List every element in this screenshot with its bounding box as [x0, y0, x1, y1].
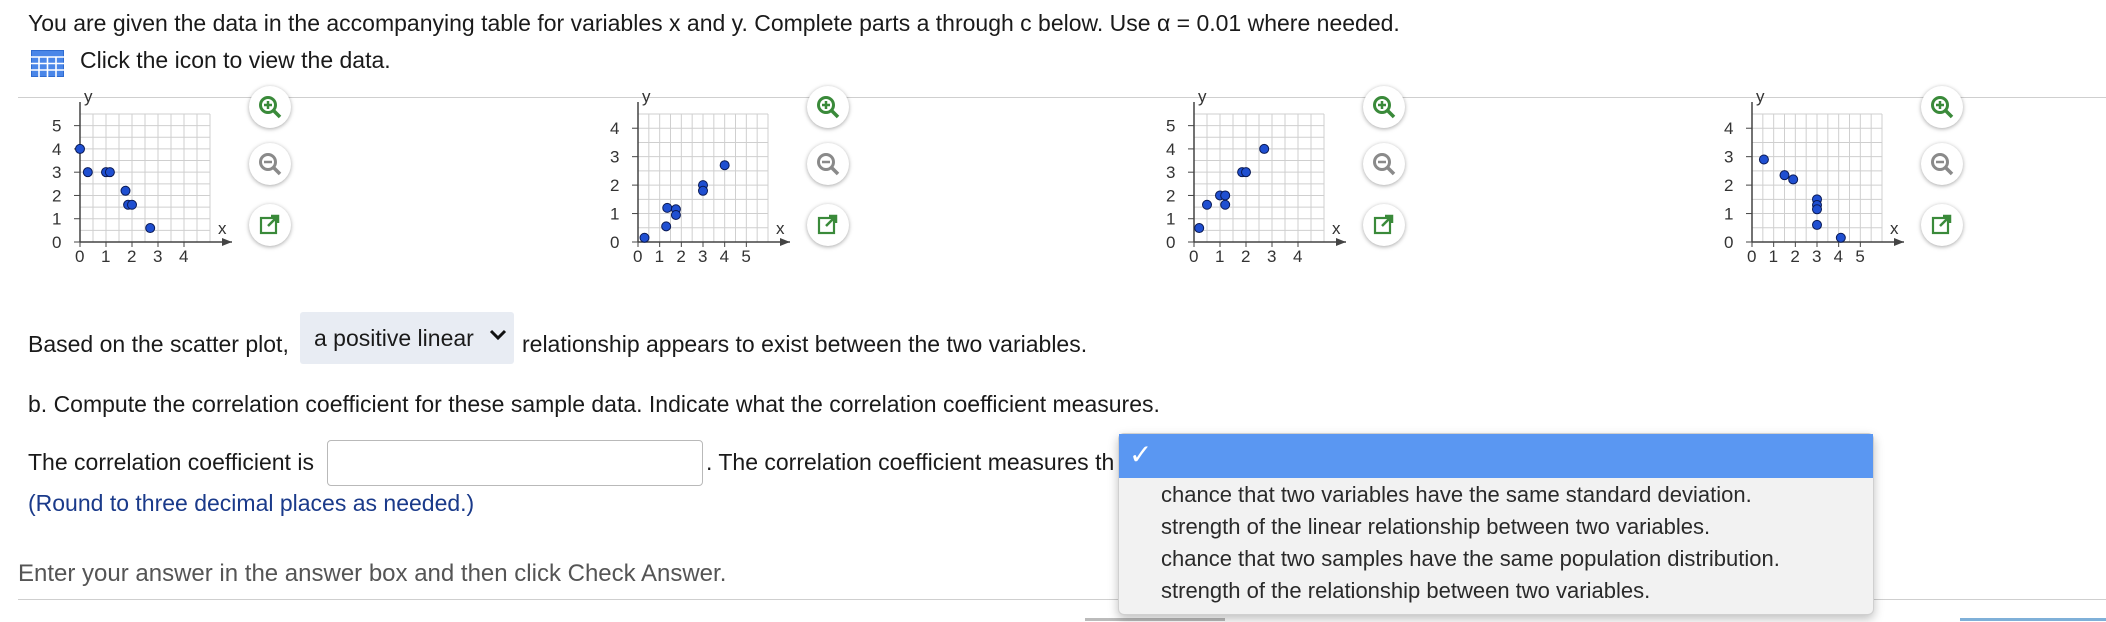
y-tick-label: 1	[610, 204, 620, 224]
zoom-out-icon[interactable]	[1921, 143, 1963, 185]
data-point	[1759, 155, 1768, 164]
y-tick-label: 0	[1724, 233, 1734, 252]
x-tick-label: 2	[1241, 247, 1251, 266]
data-point	[662, 222, 671, 231]
footer-bar-right	[1960, 618, 2106, 621]
checkmark-icon: ✓	[1129, 439, 1153, 470]
y-axis-label: y	[84, 87, 93, 106]
y-tick-label: 2	[1166, 186, 1176, 206]
section-divider	[18, 97, 2106, 98]
dropdown-option-1[interactable]: chance that two variables have the same standard deviation.	[1161, 482, 1752, 507]
zoom-in-icon[interactable]	[249, 86, 291, 128]
part-a-prefix: Based on the scatter plot,	[28, 331, 289, 357]
part-b-question: b. Compute the correlation coefficient for these sample data. Indicate what the correlation coefficient measures.	[28, 391, 1160, 417]
x-tick-label: 4	[179, 247, 189, 266]
y-tick-label: 1	[1724, 204, 1734, 224]
x-axis-label: x	[1332, 219, 1341, 238]
data-point	[76, 144, 85, 153]
dropdown-option-4[interactable]: strength of the relationship between two variables.	[1161, 578, 1651, 603]
zoom-out-icon[interactable]	[1363, 143, 1405, 185]
external-link-icon[interactable]	[1363, 204, 1405, 246]
x-tick-label: 0	[1189, 247, 1199, 266]
x-tick-label: 1	[1215, 247, 1225, 266]
y-axis-label: y	[642, 87, 651, 106]
data-point	[720, 161, 729, 170]
x-tick-label: 2	[127, 247, 137, 266]
data-point	[1221, 191, 1230, 200]
x-tick-label: 2	[676, 247, 686, 266]
data-point	[1195, 224, 1204, 233]
data-point	[640, 233, 649, 242]
data-point	[1813, 220, 1822, 229]
scatter-plot-2[interactable]	[588, 87, 838, 280]
data-point	[1780, 171, 1789, 180]
part-a-suffix: relationship appears to exist between the two variables.	[522, 331, 1088, 357]
x-tick-label: 4	[719, 247, 730, 266]
x-tick-label: 0	[75, 247, 85, 266]
y-tick-label: 4	[52, 139, 62, 159]
data-point	[671, 210, 680, 219]
y-tick-label: 2	[610, 176, 620, 196]
measures-text: . The correlation coefficient measures th	[706, 449, 1115, 475]
data-point	[83, 168, 92, 177]
data-point	[128, 200, 137, 209]
dropdown-option-3[interactable]: chance that two samples have the same population distribution.	[1161, 546, 1780, 571]
data-point	[121, 186, 130, 195]
y-tick-label: 3	[52, 163, 62, 183]
y-tick-label: 1	[1166, 209, 1176, 229]
rounding-hint: (Round to three decimal places as needed.)	[28, 490, 475, 516]
relationship-select[interactable]	[300, 312, 514, 364]
y-tick-label: 4	[610, 119, 620, 139]
zoom-in-icon[interactable]	[807, 86, 849, 128]
y-tick-label: 0	[610, 233, 620, 252]
data-point	[146, 224, 155, 233]
data-point	[1242, 168, 1251, 177]
data-point	[1813, 205, 1822, 214]
y-tick-label: 2	[52, 186, 62, 206]
x-axis-label: x	[218, 219, 227, 238]
measures-dropdown[interactable]	[1118, 433, 1874, 615]
x-tick-label: 3	[1267, 247, 1277, 266]
x-tick-label: 2	[1790, 247, 1800, 266]
dropdown-option-2[interactable]: strength of the linear relationship between two variables.	[1161, 514, 1711, 539]
instruction-text: You are given the data in the accompanying table for variables x and y. Complete parts a through c below. Use α = 0.01 where needed.	[28, 10, 1400, 36]
y-tick-label: 2	[1724, 176, 1734, 196]
table-icon[interactable]	[31, 50, 64, 77]
data-point	[1836, 233, 1845, 242]
x-tick-label: 0	[633, 247, 643, 266]
external-link-icon[interactable]	[1921, 204, 1963, 246]
x-tick-label: 3	[1812, 247, 1822, 266]
data-point	[663, 203, 672, 212]
y-tick-label: 3	[1166, 163, 1176, 183]
data-point	[1260, 144, 1269, 153]
data-point	[1221, 200, 1230, 209]
data-point	[1203, 200, 1212, 209]
external-link-icon[interactable]	[807, 204, 849, 246]
footer-bar-left	[1085, 618, 1225, 621]
x-axis-label: x	[776, 219, 785, 238]
x-tick-label: 5	[741, 247, 751, 266]
x-tick-label: 3	[153, 247, 163, 266]
y-tick-label: 1	[52, 209, 62, 229]
x-tick-label: 4	[1293, 247, 1303, 266]
scatter-plot-4[interactable]	[1702, 87, 1952, 280]
data-point	[105, 168, 114, 177]
scatter-plot-3[interactable]	[1144, 87, 1394, 280]
zoom-in-icon[interactable]	[1363, 86, 1405, 128]
x-tick-label: 3	[698, 247, 708, 266]
dropdown-selected-row[interactable]	[1119, 434, 1873, 478]
zoom-out-icon[interactable]	[807, 143, 849, 185]
x-tick-label: 4	[1833, 247, 1844, 266]
y-tick-label: 5	[1166, 116, 1176, 136]
external-link-icon[interactable]	[249, 204, 291, 246]
y-axis-label: y	[1756, 87, 1765, 106]
zoom-out-icon[interactable]	[249, 143, 291, 185]
data-point	[699, 186, 708, 195]
y-tick-label: 5	[52, 116, 62, 136]
y-tick-label: 4	[1166, 139, 1176, 159]
y-axis-label: y	[1198, 87, 1207, 106]
y-tick-label: 0	[1166, 233, 1176, 252]
x-tick-label: 1	[654, 247, 665, 266]
x-tick-label: 5	[1855, 247, 1865, 266]
y-tick-label: 3	[610, 147, 620, 167]
correlation-input[interactable]	[327, 440, 703, 486]
zoom-in-icon[interactable]	[1921, 86, 1963, 128]
relationship-select-value: a positive linear	[314, 325, 474, 351]
chevron-down-icon	[488, 326, 508, 349]
x-tick-label: 0	[1747, 247, 1757, 266]
y-tick-label: 0	[52, 233, 62, 252]
x-tick-label: 1	[1768, 247, 1779, 266]
correlation-label: The correlation coefficient is	[28, 449, 314, 475]
y-tick-label: 4	[1724, 119, 1734, 139]
scatter-plot-1[interactable]	[30, 87, 280, 280]
footer-instruction: Enter your answer in the answer box and then click Check Answer.	[18, 560, 727, 587]
x-tick-label: 1	[101, 247, 111, 266]
view-data-link[interactable]: Click the icon to view the data.	[80, 47, 391, 73]
y-tick-label: 3	[1724, 147, 1734, 167]
data-point	[1789, 175, 1798, 184]
x-axis-label: x	[1890, 219, 1899, 238]
